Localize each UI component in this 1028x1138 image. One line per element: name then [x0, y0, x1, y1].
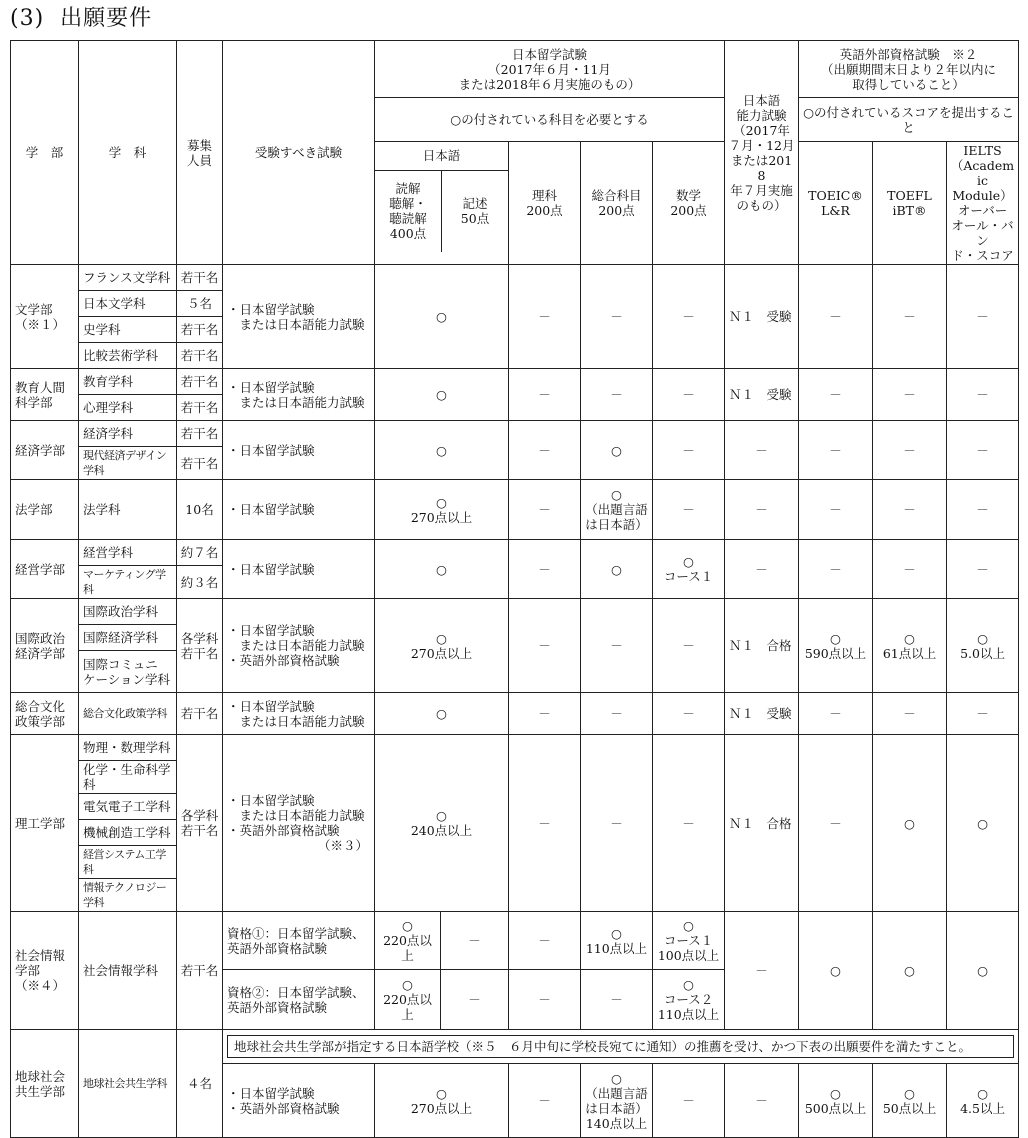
toeic-cell: －: [799, 480, 873, 540]
toeic-cell: －: [799, 421, 873, 480]
exam-cell: ・日本留学試験: [223, 540, 375, 599]
jlpt-cell: －: [725, 480, 799, 540]
toefl-cell: ○ 61点以上: [873, 599, 947, 693]
ielts-cell: ○: [947, 912, 1019, 1030]
table-row: [11, 480, 1019, 540]
jlpt-cell: Ｎ１ 合格: [725, 599, 799, 693]
department-cell: 物理・数理学科: [79, 735, 177, 761]
science-cell: －: [509, 265, 581, 369]
department-cell: 機械創造工学科: [79, 820, 177, 846]
general-cell: ○: [581, 540, 653, 599]
science-cell: －: [509, 480, 581, 540]
faculty-cell: 理工学部: [11, 735, 79, 912]
science-cell: －: [509, 912, 581, 970]
requirement-note: 地球社会共生学部が指定する日本語学校（※５ ６月中旬に学校長宛てに通知）の推薦を受け、かつ下表の出願要件を満たすこと。: [227, 1035, 1014, 1058]
reading-cell: ○: [375, 540, 509, 599]
science-cell: －: [509, 735, 581, 912]
ielts-cell: －: [947, 693, 1019, 735]
reading-cell: ○ 270点以上: [375, 480, 509, 540]
table-row: [11, 540, 1019, 566]
department-cell: 日本文学科: [79, 291, 177, 317]
header-jlpt: 日本語 能力試験 （2017年 ７月・12月 または2018 年７月実施 のもの）: [725, 41, 799, 265]
department-cell: 社会情報学科: [79, 912, 177, 1030]
toeic-cell: ○: [799, 912, 873, 1030]
table-row: [11, 265, 1019, 291]
faculty-cell: 社会情報 学部 （※４）: [11, 912, 79, 1030]
science-cell: －: [509, 693, 581, 735]
department-cell: 国際経済学科: [79, 625, 177, 651]
toeic-cell: －: [799, 540, 873, 599]
toeic-cell: －: [799, 693, 873, 735]
capacity-cell: 若干名: [177, 317, 223, 343]
toefl-cell: ○ 50点以上: [873, 1064, 947, 1138]
department-cell: 電気電子工学科: [79, 794, 177, 820]
ielts-cell: －: [947, 369, 1019, 421]
general-cell: ○ （出題言語 は日本語） 140点以上: [581, 1064, 653, 1138]
reading-cell: ○: [375, 369, 509, 421]
math-cell: －: [653, 265, 725, 369]
department-cell: 国際コミュニ ケーション学科: [79, 651, 177, 693]
header-english-title: 英語外部資格試験 ※２ （出願期間末日より２年以内に 取得していること）: [799, 41, 1019, 98]
department-cell: 比較芸術学科: [79, 343, 177, 369]
header-eju-title: 日本留学試験 （2017年６月・11月 または2018年６月実施のもの）: [375, 41, 725, 98]
capacity-cell: 若干名: [177, 395, 223, 421]
header-capacity: 募集 人員: [177, 41, 223, 265]
jlpt-cell: Ｎ１ 受験: [725, 265, 799, 369]
department-cell: マーケティング学科: [79, 566, 177, 599]
department-cell: 地球社会共生学科: [79, 1030, 177, 1138]
reading-cell: ○: [375, 265, 509, 369]
department-cell: フランス文学科: [79, 265, 177, 291]
header-reading: 読解 聴解・ 聴読解 400点: [375, 170, 442, 252]
section-heading: 出願要件: [60, 6, 153, 31]
department-cell: 経済学科: [79, 421, 177, 447]
capacity-cell: 若干名: [177, 912, 223, 1030]
math-cell: －: [653, 735, 725, 912]
toeic-cell: －: [799, 735, 873, 912]
exam-cell: ・日本留学試験 または日本語能力試験: [223, 265, 375, 369]
math-cell: ○ コース１ 100点以上: [653, 912, 725, 970]
header-department: 学 科: [79, 41, 177, 265]
ielts-cell: －: [947, 540, 1019, 599]
math-cell: －: [653, 421, 725, 480]
exam-cell: ・日本留学試験: [223, 480, 375, 540]
header-english-required: ○の付されているスコアを提出すること: [799, 98, 1019, 142]
general-cell: －: [581, 970, 653, 1030]
capacity-cell: 10名: [177, 480, 223, 540]
science-cell: －: [509, 970, 581, 1030]
exam-cell: ・日本留学試験 または日本語能力試験 ・英語外部資格試験: [223, 599, 375, 693]
reading-cell: ○ 240点以上: [375, 735, 509, 912]
capacity-cell: ５名: [177, 291, 223, 317]
department-cell: 経営システム工学科: [79, 846, 177, 879]
department-cell: 情報テクノロジー学科: [79, 879, 177, 912]
department-cell: 化学・生命科学科: [79, 761, 177, 794]
department-cell: 史学科: [79, 317, 177, 343]
reading-cell: ○ 220点以上: [375, 912, 441, 970]
table-row: [11, 912, 1019, 970]
header-toeic: TOEIC® L&R: [799, 142, 873, 265]
math-cell: ○ コース２ 110点以上: [653, 970, 725, 1030]
department-cell: 総合文化政策学科: [79, 693, 177, 735]
header-exam: 受験すべき試験: [223, 41, 375, 265]
ielts-cell: －: [947, 480, 1019, 540]
capacity-cell: 若干名: [177, 421, 223, 447]
jlpt-cell: －: [725, 912, 799, 1030]
table-row: [11, 599, 1019, 625]
toefl-cell: －: [873, 369, 947, 421]
capacity-cell: 若干名: [177, 369, 223, 395]
header-writing: 記述 50点: [460, 196, 490, 227]
capacity-cell: 約３名: [177, 566, 223, 599]
exam-cell: 資格①：日本留学試験、 英語外部資格試験: [223, 912, 375, 970]
faculty-cell: 教育人間 科学部: [11, 369, 79, 421]
capacity-cell: 若干名: [177, 343, 223, 369]
general-cell: －: [581, 265, 653, 369]
science-cell: －: [509, 540, 581, 599]
general-cell: －: [581, 599, 653, 693]
jlpt-cell: Ｎ１ 受験: [725, 693, 799, 735]
capacity-cell: 約７名: [177, 540, 223, 566]
toeic-cell: ○ 590点以上: [799, 599, 873, 693]
general-cell: －: [581, 693, 653, 735]
toefl-cell: －: [873, 693, 947, 735]
writing-cell: －: [441, 970, 509, 1030]
ielts-cell: ○ 4.5以上: [947, 1064, 1019, 1138]
exam-cell: ・日本留学試験 または日本語能力試験: [223, 693, 375, 735]
jlpt-cell: －: [725, 1064, 799, 1138]
faculty-cell: 法学部: [11, 480, 79, 540]
ielts-cell: ○ 5.0以上: [947, 599, 1019, 693]
requirement-note-cell: [223, 1030, 1019, 1064]
toefl-cell: －: [873, 265, 947, 369]
writing-cell: －: [441, 912, 509, 970]
section-title: [10, 4, 152, 34]
toefl-cell: ○: [873, 735, 947, 912]
header-general: 総合科目 200点: [581, 142, 653, 265]
faculty-cell: 経営学部: [11, 540, 79, 599]
faculty-cell: 経済学部: [11, 421, 79, 480]
jlpt-cell: －: [725, 421, 799, 480]
jlpt-cell: Ｎ１ 合格: [725, 735, 799, 912]
capacity-cell: 各学科 若干名: [177, 599, 223, 693]
header-eju-required: ○の付されている科目を必要とする: [375, 98, 725, 142]
math-cell: －: [653, 599, 725, 693]
general-cell: ○: [581, 421, 653, 480]
exam-note: （※３）: [317, 838, 368, 853]
science-cell: －: [509, 421, 581, 480]
header-science: 理科 200点: [509, 142, 581, 265]
header-math: 数学 200点: [653, 142, 725, 265]
department-cell: 教育学科: [79, 369, 177, 395]
exam-cell: ・日本留学試験 または日本語能力試験: [223, 369, 375, 421]
faculty-cell: 国際政治 経済学部: [11, 599, 79, 693]
header-japanese-group: [375, 142, 509, 265]
department-cell: 心理学科: [79, 395, 177, 421]
toeic-cell: －: [799, 369, 873, 421]
exam-cell: 資格②：日本留学試験、 英語外部資格試験: [223, 970, 375, 1030]
table-row: [11, 421, 1019, 447]
header-japanese: 日本語: [375, 142, 508, 170]
ielts-cell: ○: [947, 735, 1019, 912]
header-faculty: 学 部: [11, 41, 79, 265]
header-toefl: TOEFL iBT®: [873, 142, 947, 265]
ielts-cell: －: [947, 265, 1019, 369]
general-cell: ○ 110点以上: [581, 912, 653, 970]
capacity-cell: 若干名: [177, 265, 223, 291]
faculty-cell: 総合文化 政策学部: [11, 693, 79, 735]
reading-cell: ○ 220点以上: [375, 970, 441, 1030]
toefl-cell: －: [873, 540, 947, 599]
reading-cell: ○: [375, 693, 509, 735]
reading-cell: ○ 270点以上: [375, 1064, 509, 1138]
toefl-cell: ○: [873, 912, 947, 1030]
header-ielts: IELTS （Academic Module） オーバー オール・バン ド・スコア: [947, 142, 1019, 265]
exam-cell: ・日本留学試験 ・英語外部資格試験: [223, 1064, 375, 1138]
application-requirements-table: [10, 40, 1019, 1138]
science-cell: －: [509, 1064, 581, 1138]
math-cell: －: [653, 480, 725, 540]
capacity-cell: 各学科 若干名: [177, 735, 223, 912]
ielts-cell: －: [947, 421, 1019, 480]
exam-cell: ・日本留学試験: [223, 421, 375, 480]
math-cell: ○ コース１: [653, 540, 725, 599]
faculty-cell: 地球社会 共生学部: [11, 1030, 79, 1138]
general-cell: －: [581, 369, 653, 421]
faculty-cell: 文学部 （※１）: [11, 265, 79, 369]
section-number: (3): [10, 6, 45, 31]
department-cell: 経営学科: [79, 540, 177, 566]
exam-text: ・日本留学試験 または日本語能力試験 ・英語外部資格試験: [227, 793, 365, 838]
department-cell: 法学科: [79, 480, 177, 540]
exam-cell: [223, 735, 375, 912]
reading-cell: ○ 270点以上: [375, 599, 509, 693]
math-cell: －: [653, 369, 725, 421]
science-cell: －: [509, 599, 581, 693]
table-row: [11, 369, 1019, 395]
department-cell: 現代経済デザイン学科: [79, 447, 177, 480]
capacity-cell: 若干名: [177, 447, 223, 480]
science-cell: －: [509, 369, 581, 421]
math-cell: －: [653, 693, 725, 735]
toeic-cell: －: [799, 265, 873, 369]
general-cell: －: [581, 735, 653, 912]
table-row: [11, 693, 1019, 735]
toeic-cell: ○ 500点以上: [799, 1064, 873, 1138]
department-cell: 国際政治学科: [79, 599, 177, 625]
table-row: [11, 1030, 1019, 1064]
toefl-cell: －: [873, 480, 947, 540]
math-cell: －: [653, 1064, 725, 1138]
reading-cell: ○: [375, 421, 509, 480]
jlpt-cell: Ｎ１ 受験: [725, 369, 799, 421]
jlpt-cell: －: [725, 540, 799, 599]
general-cell: ○ （出題言語 は日本語）: [581, 480, 653, 540]
table-row: [11, 735, 1019, 761]
capacity-cell: ４名: [177, 1030, 223, 1138]
capacity-cell: 若干名: [177, 693, 223, 735]
toefl-cell: －: [873, 421, 947, 480]
